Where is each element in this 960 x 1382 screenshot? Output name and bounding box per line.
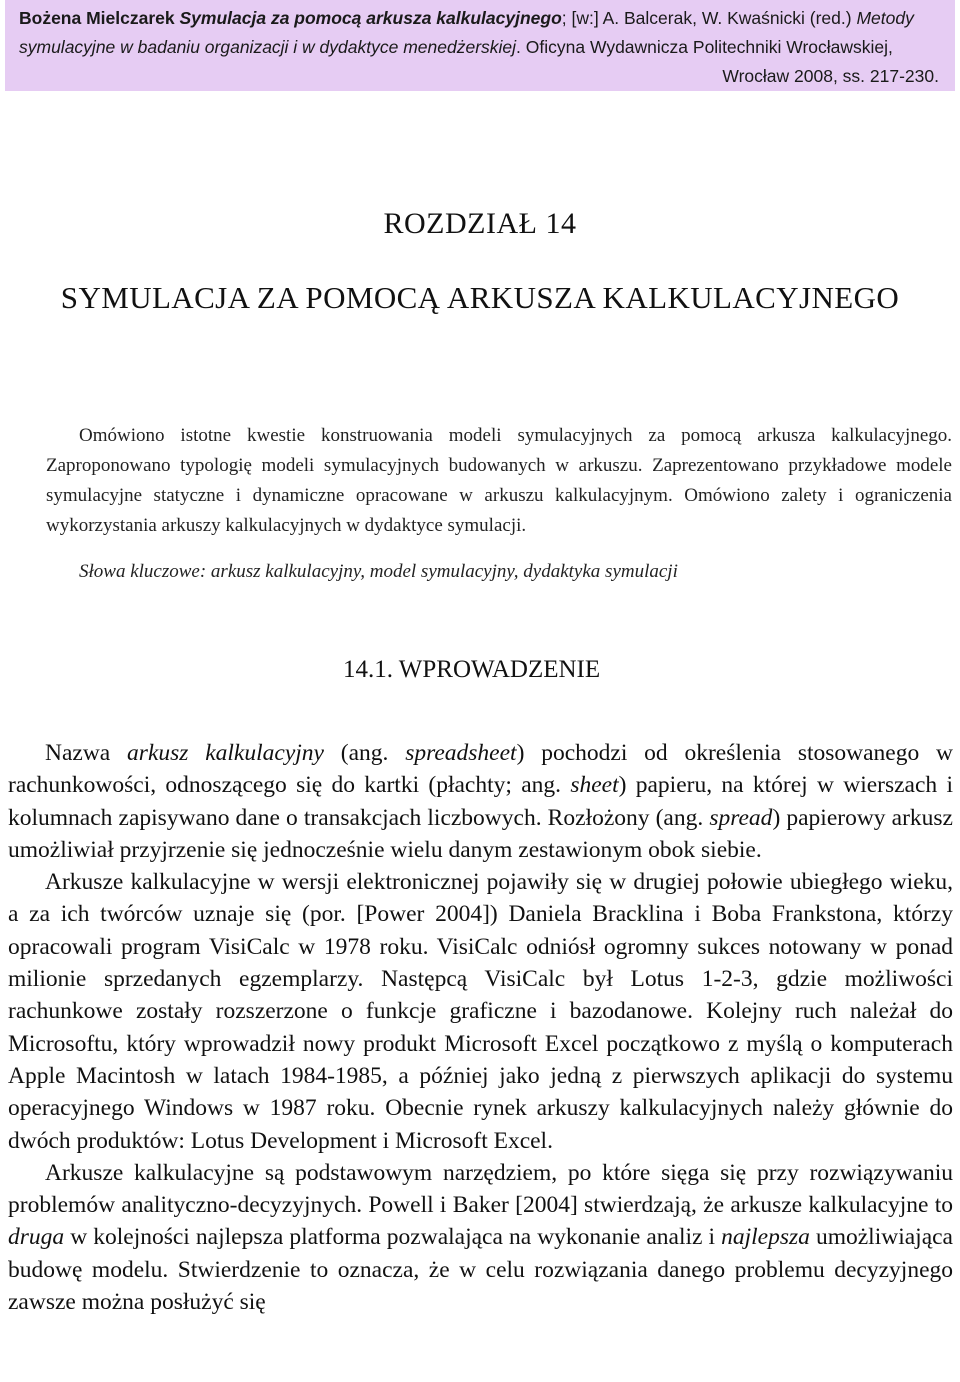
- citation-banner: [5, 0, 955, 91]
- citation-place-pages: Wrocław 2008, ss. 217-230.: [722, 66, 939, 86]
- keywords: Słowa kluczowe: arkusz kalkulacyjny, model symulacyjny, dydaktyka symulacji: [79, 561, 678, 582]
- body-text: [8, 737, 953, 1318]
- citation-title: Symulacja za pomocą arkusza kalkulacyjnego: [179, 8, 562, 28]
- text-run: ) pochodzi od określenia stosowanego w rachunkowości, odnoszącego się do kartki (płachty; ang.: [8, 740, 953, 799]
- abstract-text: Omówiono istotne kwestie konstruowania modeli symulacyjnych za pomocą arkusza kalkulacyjnego. Zaproponowano typologię modeli symulacyjnych budowanych w arkuszu. Zaprezentowano przykładowe modele symulacyjne statyczne i dynamiczne opracowane w arkuszu kalkulacyjnym. Omówiono zalety i ograniczenia wykorzystania arkuszy kalkulacyjnych w dydaktyce symulacji.: [46, 425, 952, 536]
- citation-in: ; [w:] A. Balcerak, W. Kwaśnicki (red.): [561, 8, 852, 28]
- text-run: ) papierowy arkusz umożliwiał przyjrzenie się jednocześnie wielu danym zestawionym obok siebie.: [8, 804, 953, 863]
- paragraph-1: [8, 737, 953, 866]
- paragraph-2: Arkusze kalkulacyjne w wersji elektronicznej pojawiły się w drugiej połowie ubiegłego wieku, a za ich twórców uznaje się (por. [Power 2004]) Daniela Bracklina i Boba Frankstona, którzy opracowali program VisiCalc w 1978 roku. VisiCalc odniósł ogromny sukces notowany w ponad milionie sprzedanych egzemplarzy. Następcą VisiCalc był Lotus 1-2-3, gdzie możliwości rachunkowe zostały rozszerzone o funkcje graficzne i bazodanowe. Kolejny ruch należał do Microsoftu, który wprowadził nowy produkt Microsoft Excel początkowo z myślą o komputerach Apple Macintosh w latach 1984-1985, a później jako jedną z pierwszych aplikacji do systemu operacyjnego Windows w 1987 roku. Obecnie rynek arkuszy kalkulacyjnych należy głównie do dwóch produktów: Lotus Development i Microsoft Excel.: [8, 869, 953, 1154]
- chapter-label: ROZDZIAŁ 14: [383, 207, 577, 240]
- chapter-title: SYMULACJA ZA POMOCĄ ARKUSZA KALKULACYJNEGO: [60, 280, 900, 315]
- citation-author: Bożena Mielczarek: [19, 8, 175, 28]
- italic-term: sheet: [570, 772, 619, 799]
- text-run: umożliwiająca budowę modelu. Stwierdzenie to oznacza, że w celu rozwiązania danego problemu decyzyjnego zawsze można posłużyć się: [8, 1224, 953, 1316]
- text-run: (ang.: [323, 740, 406, 766]
- section-heading: 14.1. WPROWADZENIE: [343, 656, 601, 683]
- italic-term: najlepsza: [721, 1224, 810, 1251]
- citation-book-title-a: Metody: [856, 8, 914, 28]
- text-run: Arkusze kalkulacyjne są podstawowym narzędziem, po które sięga się przy rozwiązywaniu problemów analityczno-decyzyjnych. Powell i Baker [2004] stwierdzają, że arkusze kalkulacyjne to: [8, 1159, 953, 1219]
- italic-term: druga: [8, 1224, 65, 1251]
- citation-publisher: . Oficyna Wydawnicza Politechniki Wrocławskiej,: [516, 37, 893, 57]
- italic-term: spread: [709, 804, 773, 831]
- text-run: ) papieru, na której w wierszach i kolumnach zapisywano dane o transakcjach liczbowych. Rozłożony (ang.: [8, 772, 953, 831]
- citation-line: [19, 4, 943, 33]
- text-run: Nazwa: [45, 740, 128, 766]
- abstract: [46, 421, 952, 541]
- citation-book-title-b: symulacyjne w badaniu organizacji i w dydaktyce menedżerskiej: [19, 37, 517, 57]
- italic-term: arkusz kalkulacyjny: [127, 740, 324, 766]
- italic-term: spreadsheet: [405, 740, 517, 766]
- citation-line: [19, 33, 943, 62]
- paragraph-3: [8, 1157, 953, 1318]
- text-run: w kolejności najlepsza platforma pozwalająca na wykonanie analiz i: [64, 1224, 722, 1251]
